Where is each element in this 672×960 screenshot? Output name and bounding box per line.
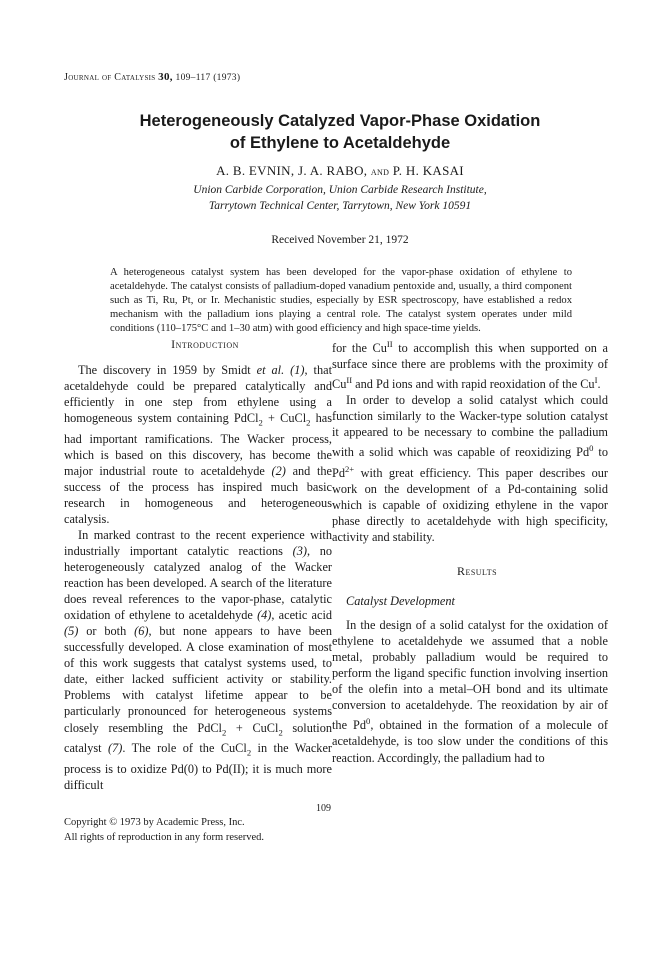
right-column [332,336,608,766]
journal-name: Journal of Catalysis [64,72,156,83]
received-date: Received November 21, 1972 [271,234,409,246]
title-line-2: of Ethylene to Acetaldehyde [229,134,451,152]
intro-paragraph-2: In marked contrast to the recent experience with industrially important catalytic reactions (3), no heterogeneously catalyzed analog of the Wacker reaction has been developed. A search of the literature does reveal references to the vapor-phase, catalytic oxidation of ethylene to acetaldehyde (4), acetic acid (5) or both (6), but none appears to have been successfully developed. A close examination of most of this work suggests that catalyst systems used, to date, either lacked sufficient activity or stability. Problems with catalyst lifetime appear to be particularly pronounced for heterogeneous systems closely resembling the PdCl$_2$ + CuCl$_2$ solution catalyst (7). The role of the CuCl$_2$ in the Wacker process is to oxidize Pd(0) to Pd(II); it is much more difficult [64,527,333,792]
affiliation-line-2: Tarrytown Technical Center, Tarrytown, New York 10591 [208,200,472,212]
intro-heading: Introduction [171,337,239,351]
authors-and: and [370,164,390,178]
journal-citation [64,71,240,83]
rights-line: All rights of reproduction in any form reserved. [64,832,265,843]
catalyst-development-heading: Catalyst Development [346,593,455,608]
authors-a: A. B. EVNIN, J. A. RABO, [216,163,368,178]
results-heading: Results [456,563,498,578]
copyright-notice [64,815,264,845]
pages-year: 109–117 (1973) [175,73,241,83]
affiliation-line-1: Union Carbide Corporation, Union Carbide Research Institute, [193,184,487,196]
left-column [64,336,332,793]
authors [100,163,580,179]
copyright-line: Copyright © 1973 by Academic Press, Inc. [64,817,245,828]
authors-b: P. H. KASAI [392,163,464,178]
right-paragraph-3: In the design of a solid catalyst for the oxidation of ethylene to acetaldehyde we assumed that a noble metal, probably palladium would be required to perform the ligand specific function involving insertion of the olefin into a metal–OH bond and its ultimate conversion to acetaldehyde. The reoxidation by air of the Pd$^0$, obtained in the formation of a molecule of acetaldehyde, is too slow under the conditions of this reaction. Accordingly, the palladium had to [332,618,608,765]
right-paragraph-2: In order to develop a solid catalyst which could function similarly to the Wacker-type solution catalyst it appeared to be necessary to combine the palladium with a solid which was capable of reoxidizing Pd$^0$ to $Pd^{2+}$ with great efficiency. This paper describes our work on the development of a Pd-containing solid which is capable of oxidizing ethylene in the vapor phase directly to acetaldehyde with high specificity, activity and stability. [332,393,608,544]
volume: 30, [158,71,173,83]
abstract: A heterogeneous catalyst system has been developed for the vapor-phase oxidation of ethylene to acetaldehyde. The catalyst consists of palladium-doped vanadium pentoxide and, usually, a third component such as Ti, Ru, Pt, or Ir. Mechanistic studies, especially by ESR spectroscopy, have established a redox mechanism with the palladium ions playing a central role. The catalyst system operates under mild conditions (110–175°C and 1–30 atm) with good efficiency and high space-time yields. [110,267,572,335]
page-number: 109 [316,803,331,814]
intro-paragraph-1: The discovery in 1959 by Smidt et al. (1), that acetaldehyde could be prepared catalytically and efficiently in one step from ethylene using a homogeneous system containing PdCl$_2$ + CuCl$_2$ has had important ramifications. The Wacker process, which is based on this discovery, has become the major industrial route to acetaldehyde (2) and the success of the process has inspired much basic research in homogeneous and heterogeneous catalysis. [64,363,333,526]
right-paragraph-1: for the $Cu^{II}$ to accomplish this when supported on a surface since there are problems with the proximity of $Cu^{II}$ and Pd ions and with rapid reoxidation of the $Cu^I$. [332,339,608,392]
title-line-1: Heterogeneously Catalyzed Vapor-Phase Oxidation [139,112,541,130]
